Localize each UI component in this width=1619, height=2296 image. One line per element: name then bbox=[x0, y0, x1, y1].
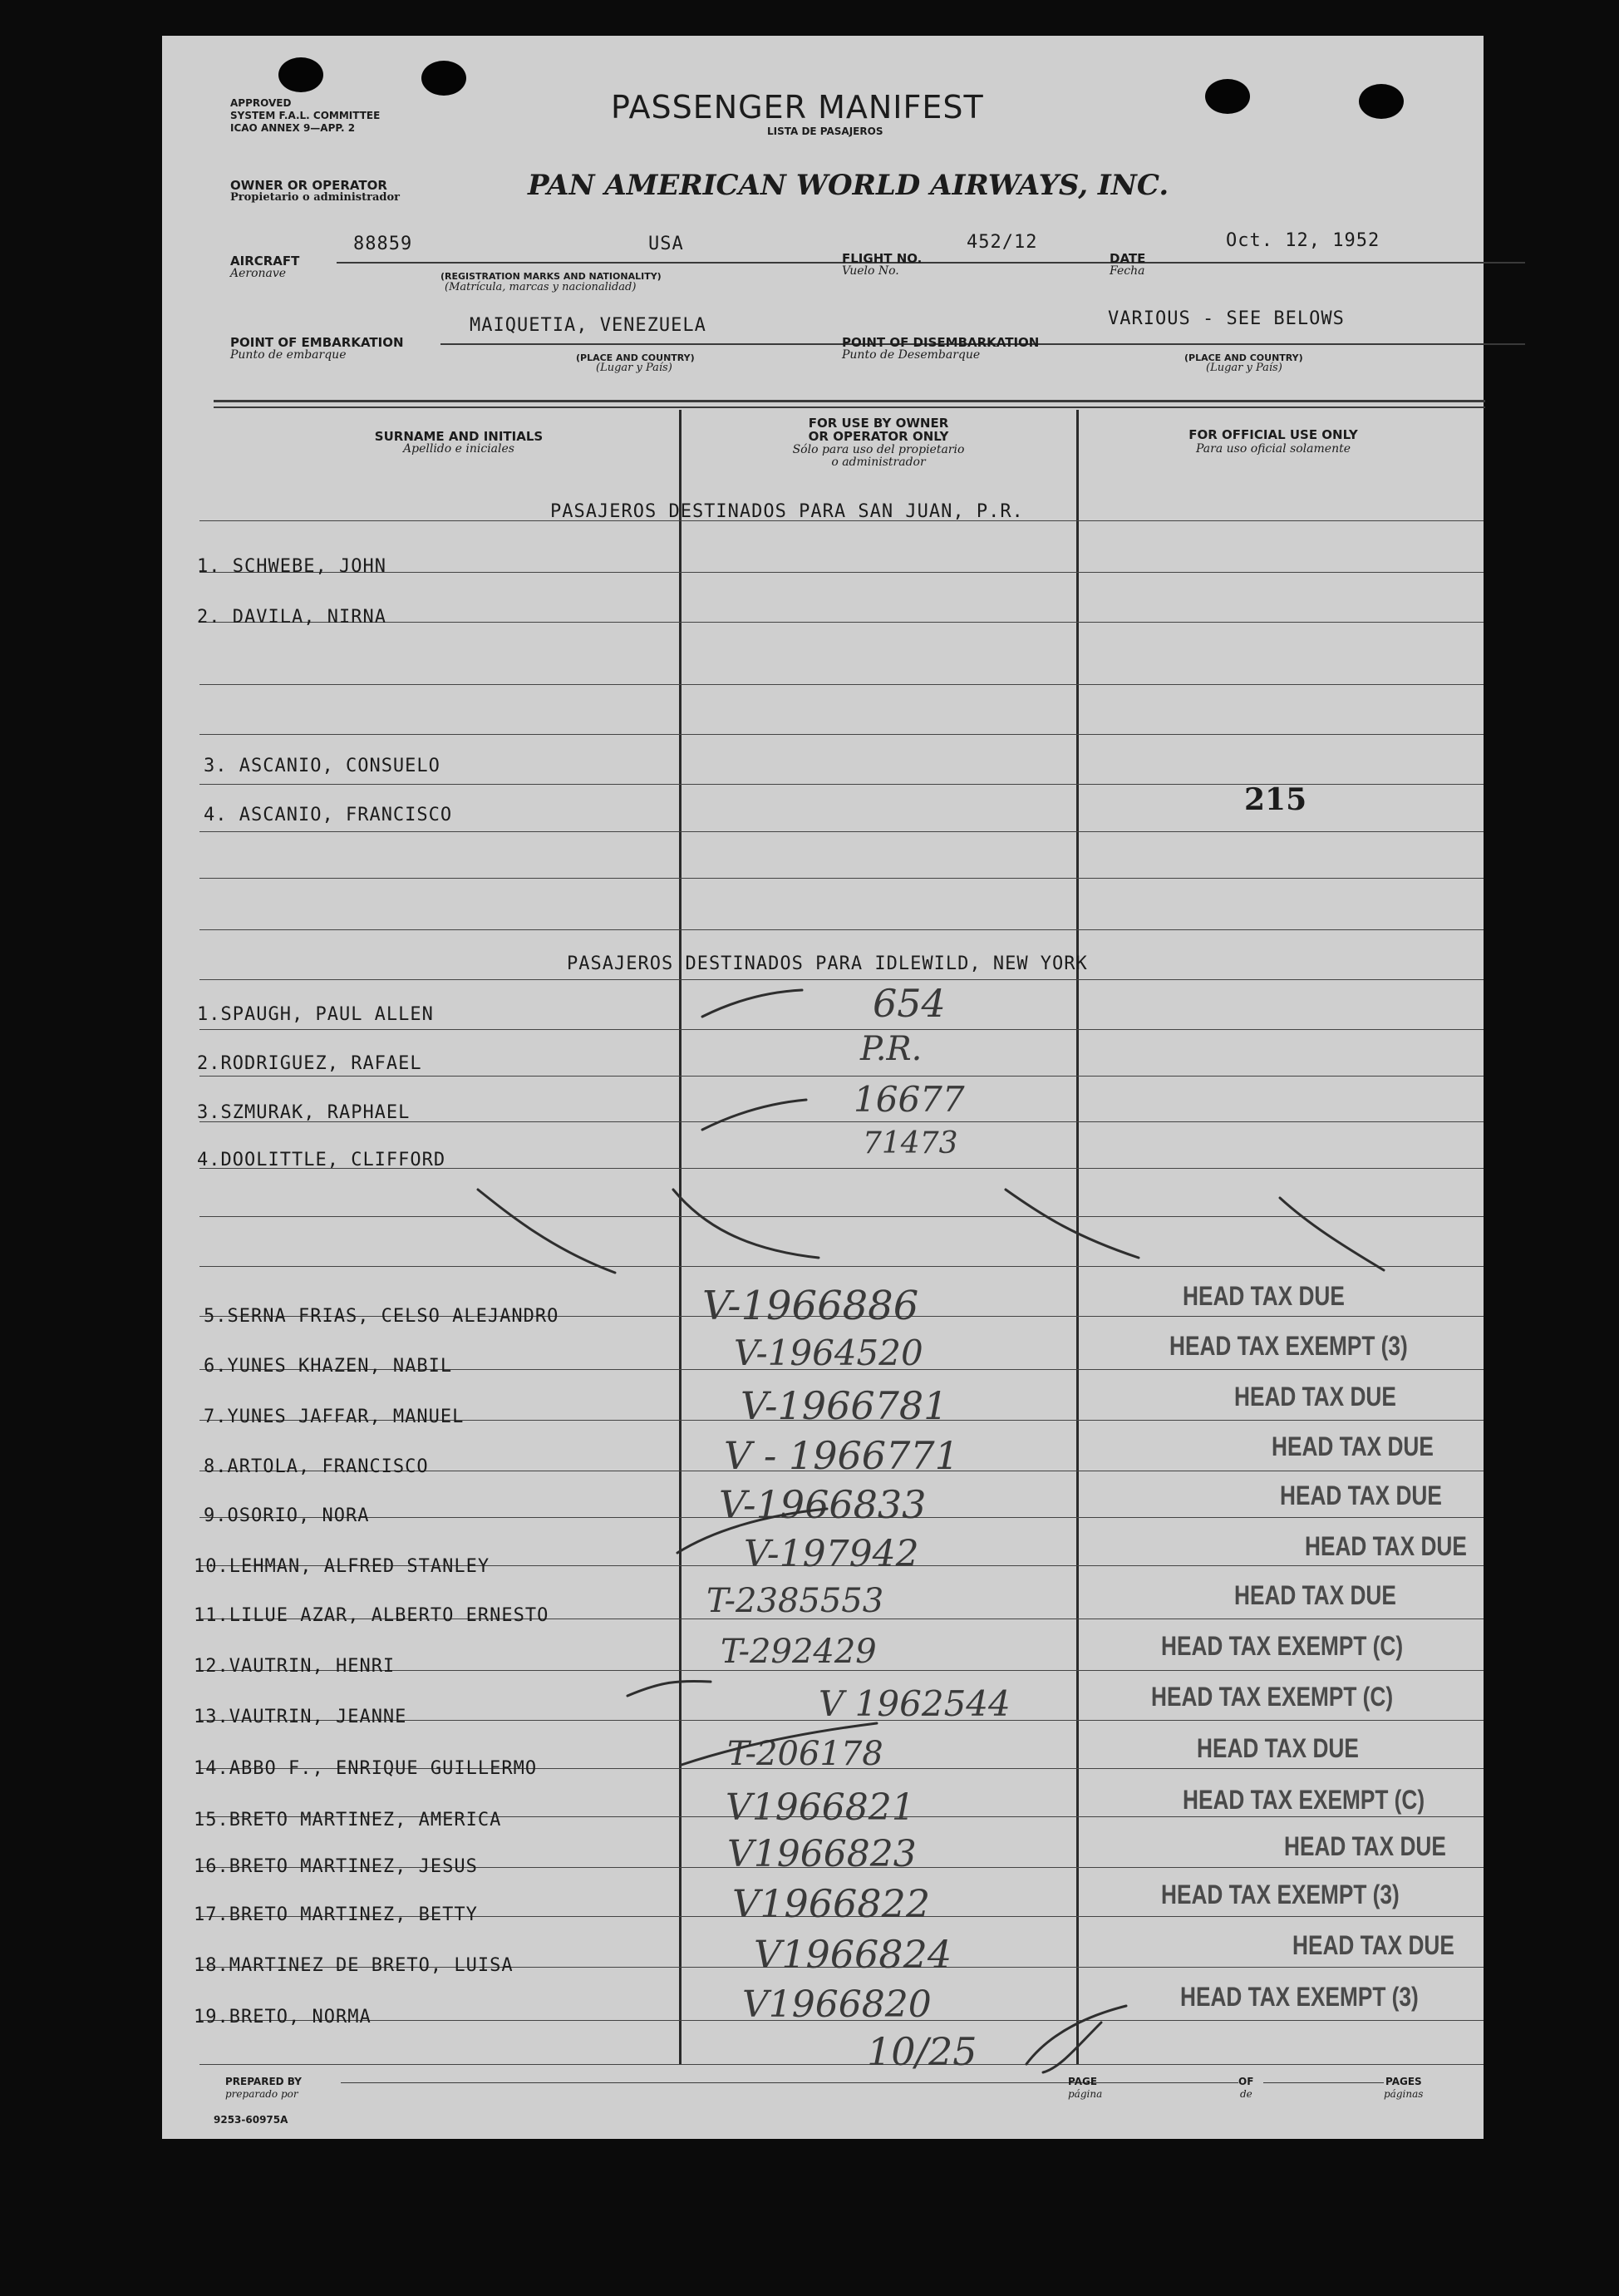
passport-number: V-1966886 bbox=[702, 1283, 919, 1329]
passport-number: 16677 bbox=[854, 1079, 965, 1120]
punch-hole bbox=[1359, 84, 1404, 119]
passenger-number: 1. bbox=[197, 1004, 221, 1025]
passport-number: V1966822 bbox=[732, 1881, 931, 1926]
passenger-name: ABBO F., ENRIQUE GUILLERMO bbox=[229, 1758, 538, 1779]
table-row bbox=[194, 1856, 478, 1877]
status-badge: HEAD TAX DUE bbox=[1183, 1281, 1345, 1311]
table-row bbox=[197, 1102, 410, 1123]
bottom-note: 10/25 bbox=[867, 2029, 977, 2074]
date-value: Oct. 12, 1952 bbox=[1226, 230, 1380, 251]
passenger-number: 6. bbox=[204, 1356, 228, 1377]
passenger-name: VAUTRIN, HENRI bbox=[229, 1656, 396, 1677]
table-row bbox=[204, 1456, 429, 1477]
passport-number: T-206178 bbox=[727, 1735, 883, 1773]
passenger-number: 4. bbox=[197, 1150, 221, 1170]
punch-hole bbox=[421, 61, 466, 96]
ruled-line bbox=[199, 979, 1484, 980]
ruled-line bbox=[199, 2064, 1484, 2065]
passenger-number: 19. bbox=[194, 2007, 229, 2027]
table-row bbox=[194, 1605, 549, 1626]
owner-label: OWNER OR OPERATOR bbox=[230, 178, 387, 193]
passenger-name: ARTOLA, FRANCISCO bbox=[227, 1456, 429, 1477]
passenger-name: DOOLITTLE, CLIFFORD bbox=[220, 1150, 446, 1170]
passenger-number: 3. bbox=[197, 1102, 221, 1123]
status-badge: HEAD TAX EXEMPT (3) bbox=[1169, 1331, 1408, 1361]
section-heading: PASAJEROS DESTINADOS PARA SAN JUAN, P.R. bbox=[550, 501, 1024, 522]
ruled-line bbox=[199, 878, 1484, 879]
embarkation-value: MAIQUETIA, VENEZUELA bbox=[470, 315, 706, 336]
passenger-name: BRETO MARTINEZ, JESUS bbox=[229, 1856, 478, 1877]
passport-number: P.R. bbox=[860, 1030, 923, 1068]
passport-number: V 1962544 bbox=[819, 1683, 1011, 1724]
passenger-name: LEHMAN, ALFRED STANLEY bbox=[229, 1556, 490, 1577]
table-row bbox=[204, 1306, 559, 1327]
header-rule bbox=[214, 400, 1485, 402]
date-label-sub: Fecha bbox=[1110, 264, 1145, 278]
table-row bbox=[194, 1904, 478, 1925]
passenger-name: OSORIO, NORA bbox=[227, 1505, 370, 1526]
ruled-line bbox=[199, 684, 1484, 685]
status-badge: HEAD TAX DUE bbox=[1305, 1531, 1467, 1561]
table-row bbox=[194, 2007, 372, 2027]
passenger-number: 9. bbox=[204, 1505, 228, 1526]
ruled-line bbox=[199, 831, 1484, 832]
pages-label: PAGES bbox=[1385, 2076, 1422, 2087]
list-item bbox=[204, 805, 452, 825]
place-note-sub: (Lugar y País) bbox=[1206, 362, 1282, 374]
table-row bbox=[194, 1758, 537, 1779]
passenger-name: BRETO, NORMA bbox=[229, 2007, 372, 2027]
registration-note: (REGISTRATION MARKS AND NATIONALITY) bbox=[440, 271, 662, 282]
passport-number: T-2385553 bbox=[706, 1582, 884, 1620]
manifest-sheet bbox=[162, 36, 1484, 2139]
ruled-line bbox=[199, 1216, 1484, 1217]
status-badge: HEAD TAX DUE bbox=[1272, 1431, 1434, 1461]
col3-header: FOR OFFICIAL USE ONLY bbox=[1188, 427, 1358, 442]
date-label: DATE bbox=[1110, 251, 1146, 266]
passenger-number: 14. bbox=[194, 1758, 229, 1779]
flight-label-sub: Vuelo No. bbox=[842, 264, 899, 278]
col3-header-sub: Para uso oficial solamente bbox=[1196, 442, 1351, 456]
status-badge: HEAD TAX EXEMPT (3) bbox=[1180, 1982, 1419, 2012]
passenger-name: DAVILA, NIRNA bbox=[232, 607, 386, 628]
prepared-underline bbox=[341, 2082, 1238, 2083]
passport-number: V-197942 bbox=[744, 1533, 919, 1575]
passenger-name: SCHWEBE, JOHN bbox=[232, 556, 386, 577]
passenger-number: 3. bbox=[204, 756, 228, 776]
col2-header-sub: Sólo para uso del propietario bbox=[792, 443, 965, 456]
passenger-name: SPAUGH, PAUL ALLEN bbox=[220, 1004, 434, 1025]
aircraft-label-sub: Aeronave bbox=[230, 267, 287, 280]
disembarkation-label: POINT OF DISEMBARKATION bbox=[842, 335, 1040, 350]
pages-label-sub: páginas bbox=[1384, 2088, 1424, 2100]
passenger-name: VAUTRIN, JEANNE bbox=[229, 1707, 407, 1727]
ruled-line bbox=[199, 1076, 1484, 1077]
table-row bbox=[197, 1004, 434, 1025]
passenger-number: 18. bbox=[194, 1955, 229, 1976]
ruled-line bbox=[199, 1029, 1484, 1030]
list-item bbox=[197, 556, 386, 577]
status-badge: HEAD TAX EXEMPT (3) bbox=[1161, 1880, 1400, 1909]
page-label: PAGE bbox=[1068, 2076, 1098, 2087]
col1-header-sub: Apellido e iniciales bbox=[403, 442, 514, 456]
passenger-number: 5. bbox=[204, 1306, 228, 1327]
aircraft-label: AIRCRAFT bbox=[230, 254, 300, 269]
table-row bbox=[197, 1053, 422, 1074]
passenger-name: SERNA FRIAS, CELSO ALEJANDRO bbox=[227, 1306, 559, 1327]
passport-number: V - 1966771 bbox=[724, 1433, 959, 1478]
approved-line: SYSTEM F.A.L. COMMITTEE bbox=[230, 110, 381, 121]
passport-number: T-292429 bbox=[721, 1633, 877, 1671]
table-row bbox=[197, 1150, 445, 1170]
passenger-name: BRETO MARTINEZ, BETTY bbox=[229, 1904, 478, 1925]
status-badge: HEAD TAX DUE bbox=[1234, 1382, 1396, 1412]
passport-number: V-1966833 bbox=[719, 1482, 927, 1527]
passport-number: 71473 bbox=[863, 1126, 958, 1160]
prepared-label: PREPARED BY bbox=[225, 2076, 302, 2087]
table-row bbox=[204, 1505, 369, 1526]
col2-header: OR OPERATOR ONLY bbox=[808, 429, 949, 444]
passenger-number: 15. bbox=[194, 1810, 229, 1830]
passenger-number: 2. bbox=[197, 1053, 221, 1074]
ruled-line bbox=[199, 622, 1484, 623]
nationality-value: USA bbox=[648, 234, 684, 254]
prepared-label-sub: preparado por bbox=[225, 2088, 298, 2100]
place-note: (PLACE AND COUNTRY) bbox=[1184, 352, 1303, 363]
ruled-line bbox=[199, 734, 1484, 735]
passport-number: V1966824 bbox=[754, 1932, 952, 1977]
passenger-number: 17. bbox=[194, 1904, 229, 1925]
passenger-number: 12. bbox=[194, 1656, 229, 1677]
manifest-title-sub: LISTA DE PASAJEROS bbox=[767, 126, 883, 137]
passenger-number: 11. bbox=[194, 1605, 229, 1626]
list-item bbox=[204, 756, 440, 776]
passenger-number: 10. bbox=[194, 1556, 229, 1577]
header-rule bbox=[214, 406, 1485, 408]
disembarkation-label-sub: Punto de Desembarque bbox=[842, 348, 981, 362]
owner-value: PAN AMERICAN WORLD AIRWAYS, INC. bbox=[528, 169, 1169, 202]
approved-line: ICAO ANNEX 9—APP. 2 bbox=[230, 122, 356, 134]
place-note-sub: (Lugar y País) bbox=[596, 362, 672, 374]
passenger-number: 2. bbox=[197, 607, 221, 628]
punch-hole bbox=[1205, 79, 1250, 114]
passenger-name: MARTINEZ DE BRETO, LUISA bbox=[229, 1955, 514, 1976]
embarkation-label: POINT OF EMBARKATION bbox=[230, 335, 404, 350]
page-label-sub: página bbox=[1068, 2088, 1103, 2100]
passenger-number: 4. bbox=[204, 805, 228, 825]
passport-number: 654 bbox=[873, 981, 946, 1026]
table-row bbox=[194, 1556, 490, 1577]
aircraft-value: 88859 bbox=[353, 234, 413, 254]
form-number: 9253-60975A bbox=[214, 2114, 288, 2126]
manifest-title: PASSENGER MANIFEST bbox=[611, 89, 984, 126]
aircraft-underline bbox=[337, 262, 1525, 264]
passenger-name: BRETO MARTINEZ, AMERICA bbox=[229, 1810, 502, 1830]
passenger-name: YUNES JAFFAR, MANUEL bbox=[227, 1407, 465, 1427]
approved-line: APPROVED bbox=[230, 97, 292, 109]
status-badge: HEAD TAX EXEMPT (C) bbox=[1183, 1785, 1425, 1815]
table-row bbox=[204, 1407, 464, 1427]
of-label: OF bbox=[1238, 2076, 1254, 2087]
ruled-line bbox=[199, 929, 1484, 930]
passport-number: V1966820 bbox=[742, 1983, 932, 2026]
of-label-sub: de bbox=[1240, 2088, 1252, 2100]
embarkation-label-sub: Punto de embarque bbox=[230, 348, 347, 362]
passport-number: V1966821 bbox=[726, 1786, 915, 1829]
status-badge: HEAD TAX DUE bbox=[1292, 1930, 1454, 1960]
col2-header-sub: o administrador bbox=[831, 456, 926, 469]
passenger-name: RODRIGUEZ, RAFAEL bbox=[220, 1053, 422, 1074]
disembarkation-value: VARIOUS - SEE BELOWS bbox=[1108, 308, 1345, 329]
passenger-number: 8. bbox=[204, 1456, 228, 1477]
registration-note-sub: (Matrícula, marcas y nacionalidad) bbox=[445, 281, 637, 293]
ruled-line bbox=[199, 572, 1484, 573]
col1-header: SURNAME AND INITIALS bbox=[374, 429, 544, 444]
place-note: (PLACE AND COUNTRY) bbox=[576, 352, 695, 363]
col2-header: FOR USE BY OWNER bbox=[808, 416, 949, 431]
passenger-number: 16. bbox=[194, 1856, 229, 1877]
table-row bbox=[194, 1707, 406, 1727]
status-badge: HEAD TAX EXEMPT (C) bbox=[1151, 1682, 1394, 1712]
flight-value: 452/12 bbox=[967, 232, 1038, 253]
status-badge: HEAD TAX EXEMPT (C) bbox=[1161, 1631, 1404, 1661]
status-badge: HEAD TAX DUE bbox=[1197, 1733, 1359, 1763]
passport-number: V-1964520 bbox=[734, 1333, 923, 1373]
table-row bbox=[194, 1656, 395, 1677]
section-heading: PASAJEROS DESTINADOS PARA IDLEWILD, NEW YORK bbox=[567, 953, 1088, 974]
official-note: 215 bbox=[1244, 782, 1307, 817]
passenger-name: ASCANIO, FRANCISCO bbox=[239, 805, 453, 825]
owner-label-sub: Propietario o administrador bbox=[230, 191, 401, 204]
passport-number: V-1966781 bbox=[741, 1383, 948, 1428]
passport-number: V1966823 bbox=[727, 1833, 917, 1875]
passenger-name: SZMURAK, RAPHAEL bbox=[220, 1102, 411, 1123]
status-badge: HEAD TAX DUE bbox=[1280, 1481, 1442, 1510]
flight-label: FLIGHT NO. bbox=[842, 251, 923, 266]
passenger-number: 13. bbox=[194, 1707, 229, 1727]
list-item bbox=[197, 607, 386, 628]
table-row bbox=[204, 1356, 452, 1377]
ruled-line bbox=[199, 1266, 1484, 1267]
table-row bbox=[194, 1955, 514, 1976]
pages-underline bbox=[1263, 2082, 1384, 2083]
passenger-name: YUNES KHAZEN, NABIL bbox=[227, 1356, 453, 1377]
passenger-name: ASCANIO, CONSUELO bbox=[239, 756, 440, 776]
passenger-number: 1. bbox=[197, 556, 221, 577]
status-badge: HEAD TAX DUE bbox=[1234, 1580, 1396, 1610]
punch-hole bbox=[278, 57, 323, 92]
passenger-number: 7. bbox=[204, 1407, 228, 1427]
table-row bbox=[194, 1810, 501, 1830]
status-badge: HEAD TAX DUE bbox=[1284, 1831, 1446, 1861]
passenger-name: LILUE AZAR, ALBERTO ERNESTO bbox=[229, 1605, 549, 1626]
